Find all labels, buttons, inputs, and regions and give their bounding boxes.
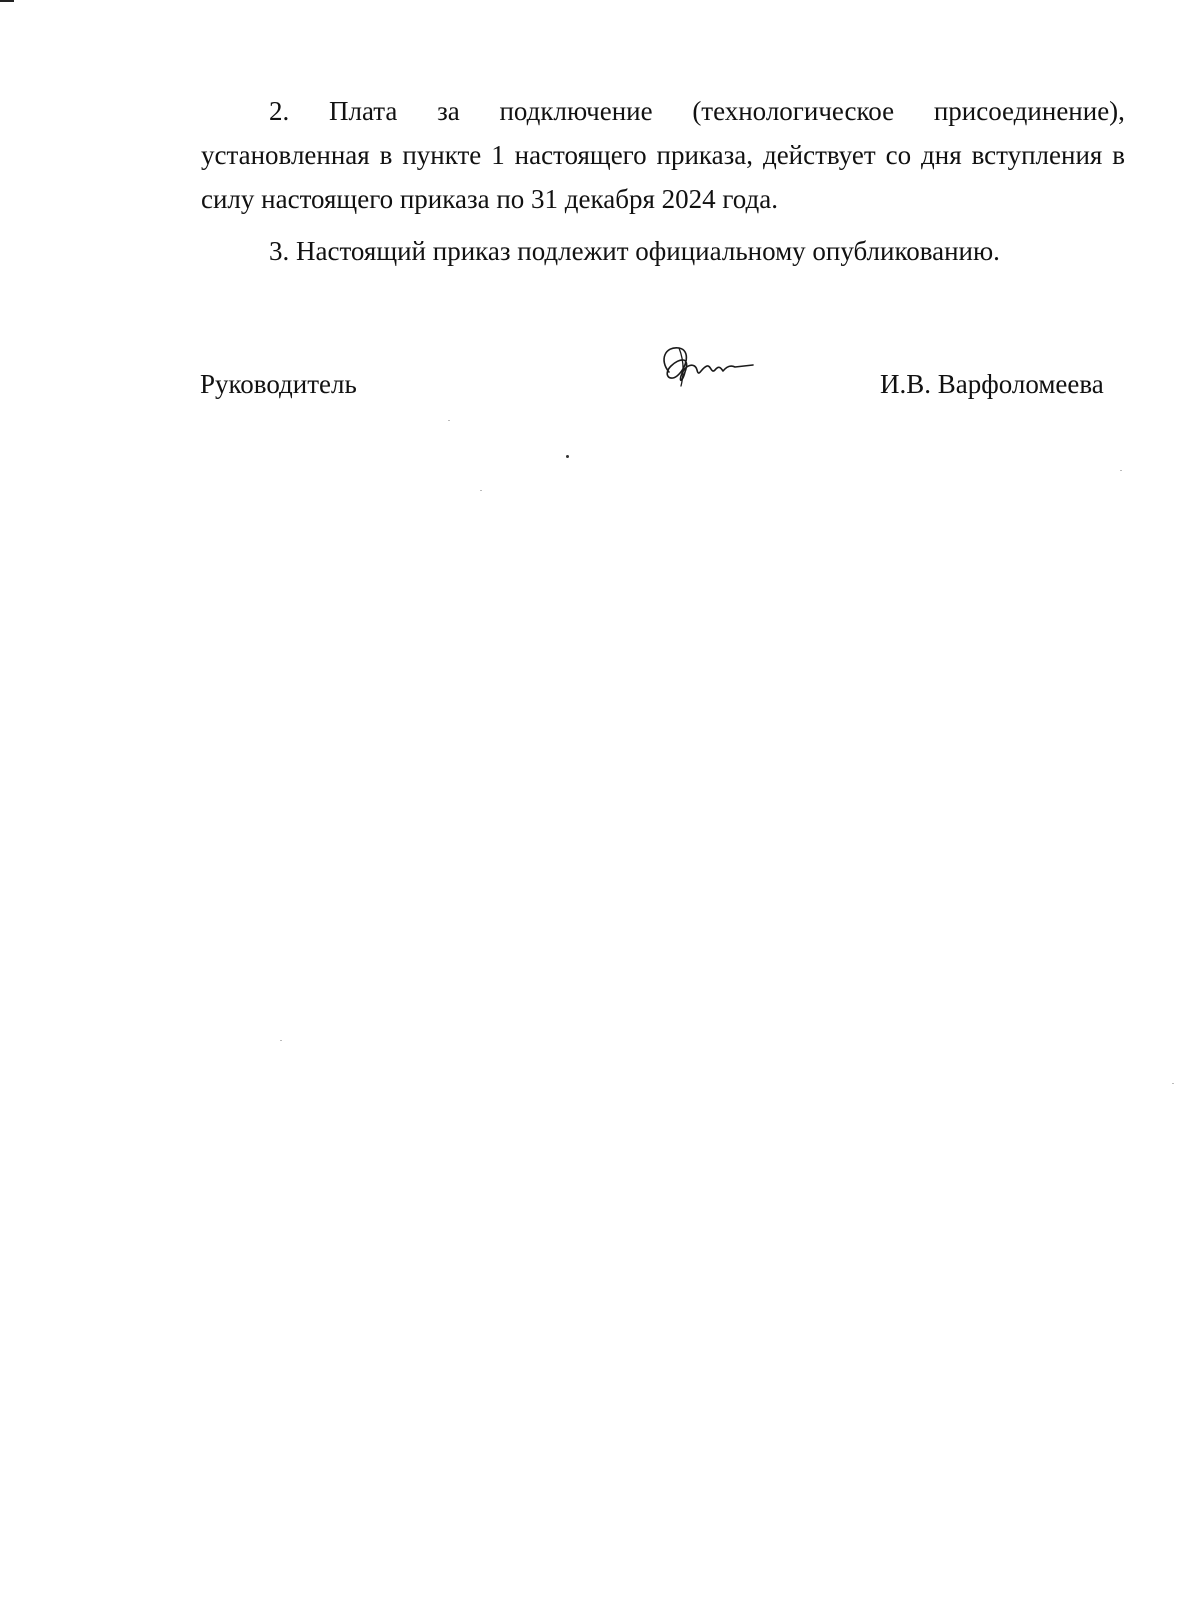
paragraph-2	[201, 89, 1125, 221]
paragraph-2-number: 2.	[269, 96, 290, 126]
scan-noise	[480, 490, 482, 491]
scan-noise	[280, 1040, 282, 1041]
paragraph-2-word: присоединение),	[933, 96, 1125, 126]
scan-speck	[566, 455, 569, 458]
scan-noise	[1120, 470, 1122, 471]
handwritten-signature	[655, 338, 755, 398]
paragraph-2-word: подключение	[499, 96, 653, 126]
paragraph-2-word: Плата	[328, 96, 398, 126]
scan-noise	[448, 420, 450, 421]
signer-name: И.В. Варфоломеева	[880, 369, 1104, 399]
paragraph-2-word: за	[437, 96, 460, 126]
signer-position-title: Руководитель	[200, 369, 357, 399]
paragraph-2-continuation: установленная в пункте 1 настоящего приказа, действует со дня вступления в силу настоящего приказа по 31 декабря 2024 года.	[201, 140, 1125, 214]
scan-noise	[1172, 1083, 1174, 1084]
paragraph-3: 3. Настоящий приказ подлежит официальному опубликованию.	[269, 236, 1000, 266]
paragraph-2-first-line	[201, 89, 1125, 133]
scan-corner-mark	[0, 0, 14, 2]
paragraph-2-word: (технологическое	[692, 96, 895, 126]
